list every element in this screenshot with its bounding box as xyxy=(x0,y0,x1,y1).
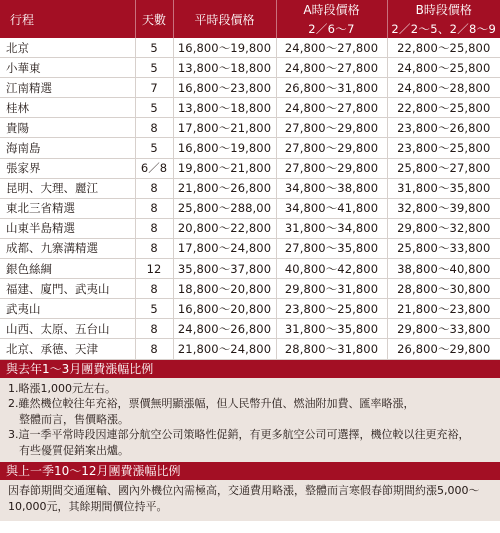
note-1 xyxy=(8,381,494,397)
days-cell: 8 xyxy=(135,339,173,359)
table-row xyxy=(0,138,500,158)
a-period-price-cell: 27,800～35,800 xyxy=(276,238,387,258)
table-row xyxy=(0,38,500,58)
days-cell: 5 xyxy=(135,58,173,78)
days-cell: 8 xyxy=(135,238,173,258)
days-cell: 8 xyxy=(135,218,173,238)
route-cell: 山西、太原、五台山 xyxy=(0,319,135,339)
b-period-price-cell: 28,800～30,800 xyxy=(387,279,500,299)
table-row xyxy=(0,198,500,218)
a-period-price-cell: 24,800～27,800 xyxy=(276,58,387,78)
table-body xyxy=(0,38,500,359)
offpeak-price-cell: 19,800～21,800 xyxy=(173,158,276,178)
offpeak-price-cell: 13,800～18,800 xyxy=(173,98,276,118)
b-period-price-cell: 24,800～28,800 xyxy=(387,78,500,98)
route-cell: 貴陽 xyxy=(0,118,135,138)
route-cell: 桂林 xyxy=(0,98,135,118)
offpeak-price-cell: 16,800～19,800 xyxy=(173,138,276,158)
days-cell: 8 xyxy=(135,118,173,138)
route-cell: 成都、九寨溝精選 xyxy=(0,238,135,258)
a-period-price-cell: 24,800～27,800 xyxy=(276,98,387,118)
b-period-price-cell: 23,800～26,800 xyxy=(387,118,500,138)
a-period-price-cell: 26,800～31,800 xyxy=(276,78,387,98)
notes-vs-last-quarter xyxy=(0,480,500,520)
b-period-price-cell: 29,800～33,800 xyxy=(387,319,500,339)
offpeak-price-cell: 13,800～18,800 xyxy=(173,58,276,78)
table-header xyxy=(0,0,500,38)
offpeak-price-cell: 20,800～22,800 xyxy=(173,218,276,238)
offpeak-price-cell: 35,800～37,800 xyxy=(173,259,276,279)
b-period-price-cell: 24,800～25,800 xyxy=(387,58,500,78)
header-route: 行程 xyxy=(0,0,135,38)
table-row xyxy=(0,339,500,359)
section-heading-vs-last-year: 與去年1～3月團費漲幅比例 xyxy=(0,360,500,378)
quarter-note-line-2: 10,000元，其餘期間價位持平。 xyxy=(8,500,168,514)
offpeak-price-cell: 16,800～19,800 xyxy=(173,38,276,58)
offpeak-price-cell: 16,800～20,800 xyxy=(173,299,276,319)
a-period-price-cell: 27,800～29,800 xyxy=(276,138,387,158)
days-cell: 8 xyxy=(135,178,173,198)
a-period-price-cell: 29,800～31,800 xyxy=(276,279,387,299)
header-b-period-title: B時段價格 xyxy=(387,0,500,19)
b-period-price-cell: 38,800～40,800 xyxy=(387,259,500,279)
header-a-period-title: A時段價格 xyxy=(276,0,387,19)
header-b-period-dates: 2／2～5、2／8～9 xyxy=(387,19,500,38)
a-period-price-cell: 40,800～42,800 xyxy=(276,259,387,279)
note-3-continuation: 有些優質促銷案出爐。 xyxy=(19,443,129,457)
note-2 xyxy=(8,396,494,427)
days-cell: 8 xyxy=(135,319,173,339)
offpeak-price-cell: 17,800～24,800 xyxy=(173,238,276,258)
table-row xyxy=(0,98,500,118)
route-cell: 東北三省精選 xyxy=(0,198,135,218)
offpeak-price-cell: 24,800～26,800 xyxy=(173,319,276,339)
offpeak-price-cell: 16,800～23,800 xyxy=(173,78,276,98)
b-period-price-cell: 22,800～25,800 xyxy=(387,98,500,118)
table-row xyxy=(0,118,500,138)
note-3-text: 3.這一季平常時段因連部分航空公司策略性促銷，有更多航空公司可選擇，機位較以往更充裕， xyxy=(8,428,470,442)
a-period-price-cell: 34,800～38,800 xyxy=(276,178,387,198)
route-cell: 福建、廈門、武夷山 xyxy=(0,279,135,299)
days-cell: 12 xyxy=(135,259,173,279)
table-row xyxy=(0,259,500,279)
a-period-price-cell: 31,800～34,800 xyxy=(276,218,387,238)
header-a-period-dates: 2／6～7 xyxy=(276,19,387,38)
b-period-price-cell: 29,800～32,800 xyxy=(387,218,500,238)
a-period-price-cell: 23,800～25,800 xyxy=(276,299,387,319)
a-period-price-cell: 24,800～27,800 xyxy=(276,38,387,58)
b-period-price-cell: 31,800～35,800 xyxy=(387,178,500,198)
header-days: 天數 xyxy=(135,0,173,38)
table-row xyxy=(0,58,500,78)
days-cell: 5 xyxy=(135,38,173,58)
section-heading-vs-last-quarter: 與上一季10～12月團費漲幅比例 xyxy=(0,462,500,480)
table-row xyxy=(0,299,500,319)
b-period-price-cell: 32,800～39,800 xyxy=(387,198,500,218)
route-cell: 山東半島精選 xyxy=(0,218,135,238)
table-row xyxy=(0,218,500,238)
a-period-price-cell: 34,800～41,800 xyxy=(276,198,387,218)
note-2-continuation: 整體而言，售價略漲。 xyxy=(19,412,129,426)
b-period-price-cell: 25,800～33,800 xyxy=(387,238,500,258)
route-cell: 北京、承德、天津 xyxy=(0,339,135,359)
table-row xyxy=(0,319,500,339)
days-cell: 6／8 xyxy=(135,158,173,178)
a-period-price-cell: 27,800～29,800 xyxy=(276,158,387,178)
table-row xyxy=(0,178,500,198)
offpeak-price-cell: 21,800～24,800 xyxy=(173,339,276,359)
days-cell: 8 xyxy=(135,279,173,299)
offpeak-price-cell: 17,800～21,800 xyxy=(173,118,276,138)
offpeak-price-cell: 18,800～20,800 xyxy=(173,279,276,299)
route-cell: 銀色絲綢 xyxy=(0,259,135,279)
days-cell: 5 xyxy=(135,138,173,158)
a-period-price-cell: 28,800～31,800 xyxy=(276,339,387,359)
route-cell: 張家界 xyxy=(0,158,135,178)
table-row xyxy=(0,279,500,299)
b-period-price-cell: 26,800～29,800 xyxy=(387,339,500,359)
route-cell: 海南島 xyxy=(0,138,135,158)
route-cell: 江南精選 xyxy=(0,78,135,98)
a-period-price-cell: 31,800～35,800 xyxy=(276,319,387,339)
note-1-text: 1.略漲1,000元左右。 xyxy=(8,381,116,395)
b-period-price-cell: 21,800～23,800 xyxy=(387,299,500,319)
table-row xyxy=(0,158,500,178)
offpeak-price-cell: 25,800～288,00 xyxy=(173,198,276,218)
days-cell: 5 xyxy=(135,98,173,118)
days-cell: 5 xyxy=(135,299,173,319)
table-row xyxy=(0,78,500,98)
b-period-price-cell: 23,800～25,800 xyxy=(387,138,500,158)
header-offpeak-price: 平時段價格 xyxy=(173,0,276,38)
table-row xyxy=(0,238,500,258)
route-cell: 北京 xyxy=(0,38,135,58)
b-period-price-cell: 22,800～25,800 xyxy=(387,38,500,58)
a-period-price-cell: 27,800～29,800 xyxy=(276,118,387,138)
route-cell: 小華東 xyxy=(0,58,135,78)
offpeak-price-cell: 21,800～26,800 xyxy=(173,178,276,198)
days-cell: 7 xyxy=(135,78,173,98)
route-cell: 武夷山 xyxy=(0,299,135,319)
route-cell: 昆明、大理、麗江 xyxy=(0,178,135,198)
b-period-price-cell: 25,800～27,800 xyxy=(387,158,500,178)
note-3 xyxy=(8,427,494,458)
days-cell: 8 xyxy=(135,198,173,218)
quarter-note-line-1: 因春節期間交通運輸、國內外機位內需極高，交通費用略漲，整體而言寒假春節期間約漲5,000～ xyxy=(8,484,480,498)
notes-vs-last-year xyxy=(0,378,500,463)
note-2-text: 2.雖然機位較往年充裕，票價無明顯漲幅，但人民幣升值、燃油附加費、匯率略漲， xyxy=(8,397,415,411)
